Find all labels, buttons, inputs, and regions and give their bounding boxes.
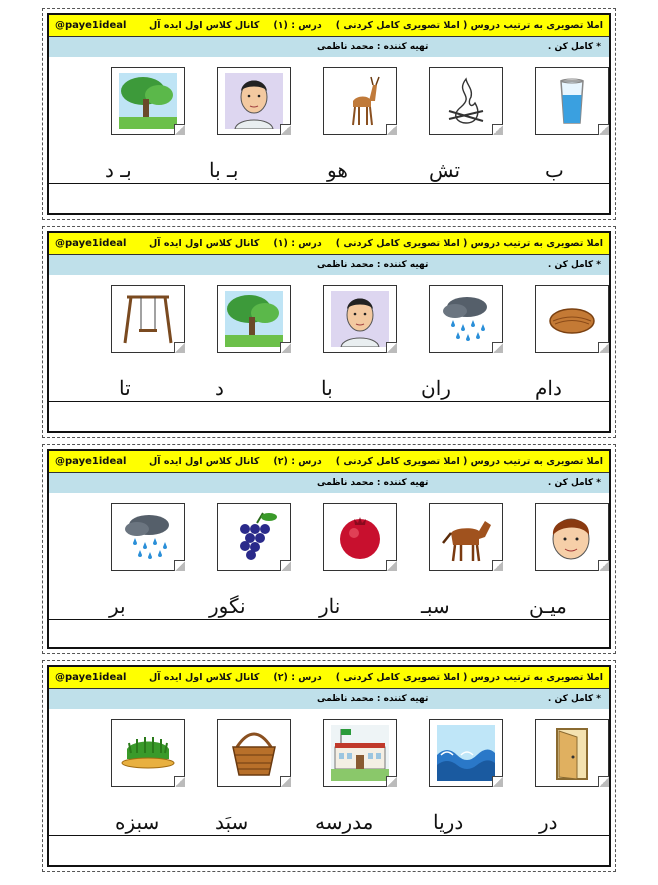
instruction-bar (49, 255, 609, 275)
deer-icon (323, 67, 397, 135)
header-bar (49, 233, 609, 255)
instruction-text: * کامل کن . (547, 694, 601, 704)
school-icon (323, 719, 397, 787)
lesson-number: درس : (۲) (273, 456, 322, 467)
grapes-icon (217, 503, 291, 571)
word-blank[interactable]: میـن (529, 594, 567, 618)
door-icon (535, 719, 609, 787)
horse-icon (429, 503, 503, 571)
worksheet-card (47, 13, 611, 215)
tree-icon (111, 67, 185, 135)
worksheet-2 (42, 226, 616, 438)
header-title: املا تصویری به ترتیب دروس ( املا تصویری کامل کردنی ) (335, 672, 603, 683)
lesson-number: درس : (۲) (273, 672, 322, 683)
channel-name: کانال کلاس اول ایده آل (149, 456, 260, 467)
channel-handle: @paye1ideal (55, 456, 127, 467)
word-blank[interactable]: ران (421, 376, 451, 400)
channel-name: کانال کلاس اول ایده آل (149, 672, 260, 683)
child-face-icon (535, 503, 609, 571)
lesson-number: درس : (۱) (273, 20, 322, 31)
rain-cloud-icon (429, 285, 503, 353)
channel-handle: @paye1ideal (55, 20, 127, 31)
worksheet-1 (42, 8, 616, 220)
header-title: املا تصویری به ترتیب دروس ( املا تصویری کامل کردنی ) (335, 456, 603, 467)
channel-handle: @paye1ideal (55, 238, 127, 249)
pomegranate-icon (323, 503, 397, 571)
instruction-bar (49, 689, 609, 709)
swing-icon (111, 285, 185, 353)
author-text: تهیه کننده : محمد ناظمی (317, 478, 429, 488)
word-blank[interactable]: با (321, 376, 333, 400)
basket-icon (217, 719, 291, 787)
header-title: املا تصویری به ترتیب دروس ( املا تصویری کامل کردنی ) (335, 238, 603, 249)
worksheet-4 (42, 660, 616, 872)
word-blank[interactable]: تا (119, 376, 131, 400)
author-text: تهیه کننده : محمد ناظمی (317, 260, 429, 270)
father-icon (217, 67, 291, 135)
worksheet-3 (42, 444, 616, 654)
word-blank[interactable]: بر (109, 594, 126, 618)
lesson-number: درس : (۱) (273, 238, 322, 249)
tree-icon (217, 285, 291, 353)
rain-cloud-icon (111, 503, 185, 571)
word-blank[interactable]: دام (535, 376, 562, 400)
almond-icon (535, 285, 609, 353)
channel-name: کانال کلاس اول ایده آل (149, 20, 260, 31)
word-blank[interactable]: سبَد (215, 810, 249, 834)
word-blank[interactable]: سبـ (421, 594, 450, 618)
instruction-bar (49, 37, 609, 57)
word-blank[interactable]: در (539, 810, 558, 834)
channel-handle: @paye1ideal (55, 672, 127, 683)
sabzeh-icon (111, 719, 185, 787)
worksheet-card (47, 231, 611, 433)
word-blank[interactable]: ب (545, 158, 564, 182)
word-blank[interactable]: بـ با (209, 158, 239, 182)
header-bar (49, 451, 609, 473)
word-blank[interactable]: مدرسه (315, 810, 374, 834)
picture-row (49, 503, 609, 585)
word-blank[interactable]: د (215, 376, 224, 400)
picture-row (49, 67, 609, 149)
instruction-text: * کامل کن . (547, 260, 601, 270)
word-blank[interactable]: دریا (433, 810, 464, 834)
word-line (49, 361, 609, 402)
sea-icon (429, 719, 503, 787)
word-line (49, 579, 609, 620)
worksheet-card (47, 665, 611, 867)
picture-row (49, 719, 609, 801)
instruction-text: * کامل کن . (547, 478, 601, 488)
word-blank[interactable]: هو (327, 158, 348, 182)
word-blank[interactable]: تش (429, 158, 461, 182)
word-blank[interactable]: نگور (209, 594, 246, 618)
header-bar (49, 15, 609, 37)
word-blank[interactable]: سبزه (115, 810, 160, 834)
header-title: املا تصویری به ترتیب دروس ( املا تصویری کامل کردنی ) (335, 20, 603, 31)
instruction-text: * کامل کن . (547, 42, 601, 52)
word-blank[interactable]: نار (319, 594, 341, 618)
picture-row (49, 285, 609, 367)
word-line (49, 795, 609, 836)
father-icon (323, 285, 397, 353)
header-bar (49, 667, 609, 689)
author-text: تهیه کننده : محمد ناظمی (317, 694, 429, 704)
word-line (49, 143, 609, 184)
word-blank[interactable]: بـ د (105, 158, 132, 182)
author-text: تهیه کننده : محمد ناظمی (317, 42, 429, 52)
channel-name: کانال کلاس اول ایده آل (149, 238, 260, 249)
worksheet-card (47, 449, 611, 649)
water-glass-icon (535, 67, 609, 135)
fire-icon (429, 67, 503, 135)
instruction-bar (49, 473, 609, 493)
